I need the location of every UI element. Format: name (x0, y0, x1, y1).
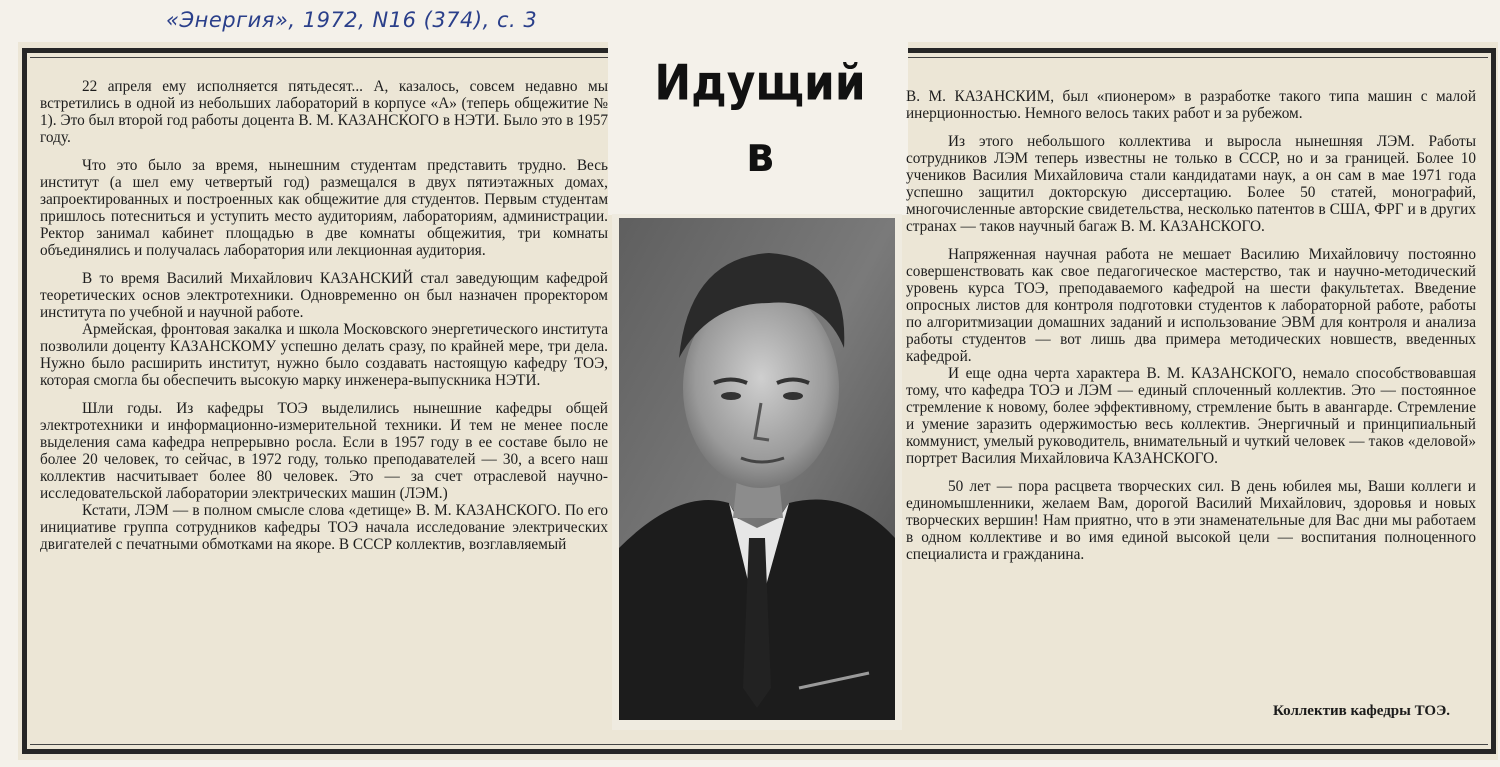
paragraph: Шли годы. Из кафедры ТОЭ выделились нынешние кафедры общей электротехники и информационно-измерительной техники. И тем не менее после выделения сама кафедра непрерывно росла. Если в 1957 году в ее составе было не более 20 человек, то сейчас, в 1972 году, только преподавателей — 30, а всего наш коллектив насчитывает более 80 человек. Это — за счет отраслевой научно-исследовательской лаборатории электрических машин (ЛЭМ.) (40, 400, 608, 502)
paragraph: Армейская, фронтовая закалка и школа Московского энергетического института позволили доценту КАЗАНСКОМУ успешно делать сразу, по крайней мере, три дела. Нужно было расширить институт, нужно было создавать настоящую кафедру ТОЭ, которая смогла бы обеспечить высокую марку инженера-выпускника НЭТИ. (40, 321, 608, 389)
right-article-column (906, 88, 1476, 563)
left-article-column (40, 78, 608, 553)
frame-inner-line-bottom (30, 744, 1488, 745)
paragraph: Напряженная научная работа не мешает Василию Михайловичу постоянно совершенствовать как свое педагогическое мастерство, так и научно-методический уровень курса ТОЭ, преподаваемого кафедрой на шести факультетах. Введение опросных листов для контроля подготовки студентов к лабораторной работе, работы по алгоритмизации домашних заданий и использование ЭВМ для контроля и анализа работы студентов — вот лишь два примера методических новшеств, введенных кафедрой. (906, 246, 1476, 365)
headline-line-1: Идущий (654, 54, 866, 112)
frame-border-left (22, 48, 27, 754)
handwritten-source-note: «Энергия», 1972, N16 (374), с. 3 (166, 8, 538, 32)
paragraph: Кстати, ЛЭМ — в полном смысле слова «детище» В. М. КАЗАНСКОГО. По его инициативе группа сотрудников кафедры ТОЭ начала исследование электрических двигателей с печатными обмотками на якоре. В СССР коллектив, возглавляемый (40, 502, 608, 553)
paragraph: 50 лет — пора расцвета творческих сил. В день юбилея мы, Ваши коллеги и единомышленники, желаем Вам, дорогой Василий Михайлович, здоровья и новых творческих вершин! Нам приятно, что в эти знаменательные для Вас дни мы работаем в одном коллективе и во имя единой высокой цели — воспитания полноценного специалиста и гражданина. (906, 478, 1476, 563)
paragraph: 22 апреля ему исполняется пятьдесят... А, казалось, совсем недавно мы встретились в одной из небольших лабораторий в корпусе «А» (теперь общежитие № 1). Это был второй год работы доцента В. М. КАЗАНСКОГО в НЭТИ. Было это в 1957 году. (40, 78, 608, 146)
frame-border-bottom (22, 749, 1496, 754)
headline-line-2: в (746, 126, 774, 184)
frame-border-right (1491, 48, 1496, 754)
article-signature: Коллектив кафедры ТОЭ. (1273, 703, 1450, 719)
paragraph: В. М. КАЗАНСКИМ, был «пионером» в разработке такого типа машин с малой инерционностью. Немного велось таких работ и за рубежом. (906, 88, 1476, 122)
paragraph: В то время Василий Михайлович КАЗАНСКИЙ стал заведующим кафедрой теоретических основ электротехники. Одновременно он был назначен проректором института по учебной и научной работе. (40, 270, 608, 321)
paragraph: Что это было за время, нынешним студентам представить трудно. Весь институт (а шел ему четвертый год) размещался в двух пятиэтажных домах, запроектированных и построенных как общежитие для студентов. Первым студентам пришлось потесниться и уступить место аудиториям, лабораториям, администрации. Ректор занимал кабинет площадью в две комнаты общежития, три комнаты объединялись и получалась лаборатория или лекционная аудитория. (40, 157, 608, 259)
portrait-photo-icon (619, 218, 895, 720)
paragraph: Из этого небольшого коллектива и выросла нынешняя ЛЭМ. Работы сотрудников ЛЭМ теперь известны не только в СССР, но и за границей. Более 10 учеников Василия Михайловича стали кандидатами наук, а он сам в мае 1971 года успешно защитил докторскую диссертацию. Более 50 статей, монографий, многочисленные авторские свидетельства, несколько патентов в США, ФРГ и в других странах — таков научный багаж В. М. КАЗАНСКОГО. (906, 133, 1476, 235)
paragraph: И еще одна черта характера В. М. КАЗАНСКОГО, немало способствовавшая тому, что кафедра ТОЭ и ЛЭМ — единый сплоченный коллектив. Это — постоянное стремление к новому, более эффективному, стремление быть в авангарде. Стремление и умение заразить одержимостью весь коллектив. Энергичный и принципиальный коммунист, умелый руководитель, внимательный и чуткий человек — таков «деловой» портрет Василия Михайловича КАЗАНСКОГО. (906, 365, 1476, 467)
